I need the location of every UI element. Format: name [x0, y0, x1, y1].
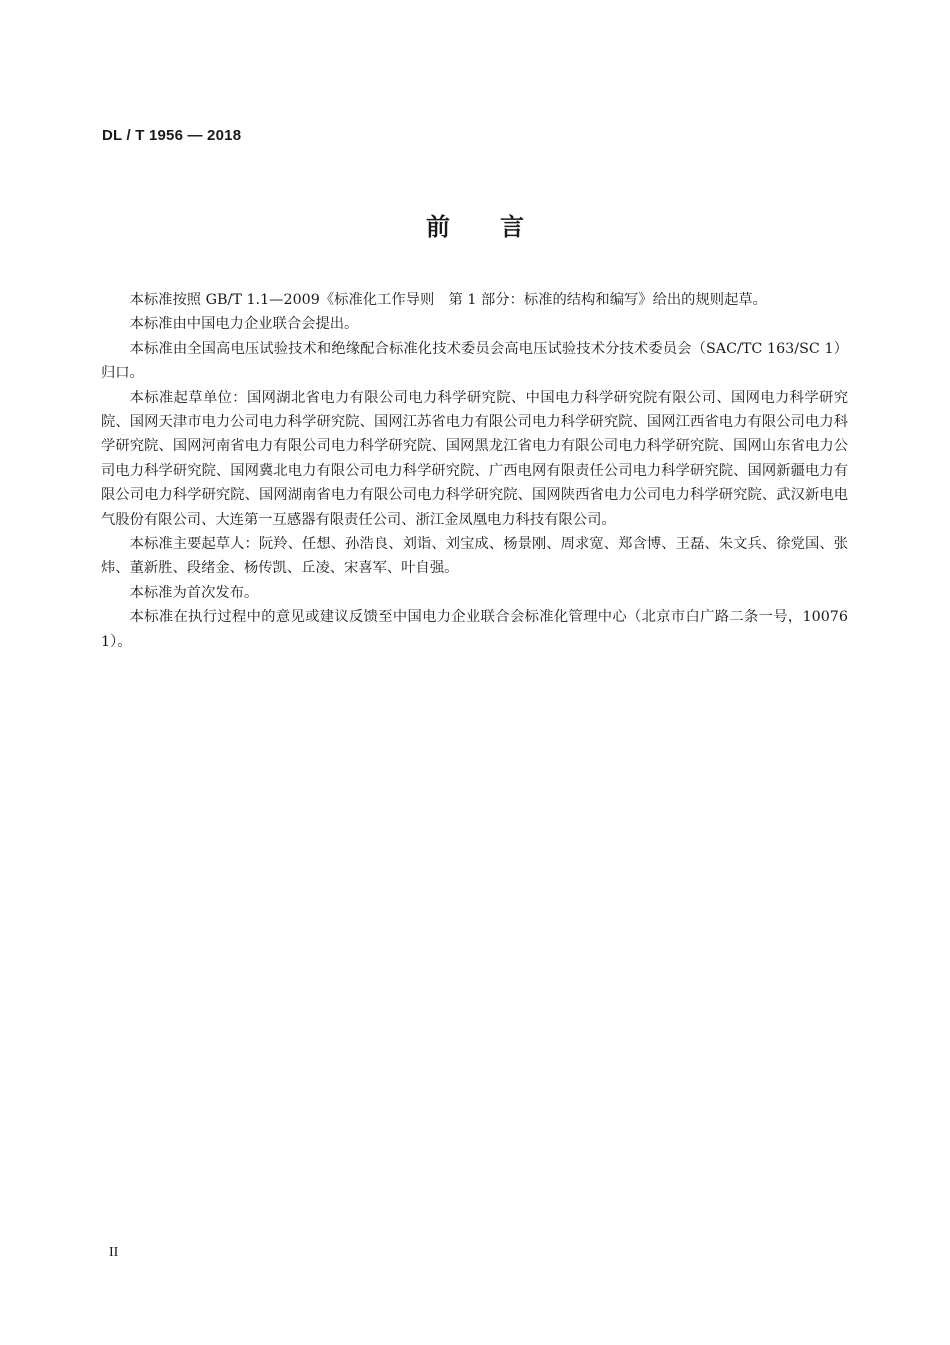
page-number: II: [109, 1245, 119, 1260]
paragraph-proposer: 本标准由中国电力企业联合会提出。: [129, 316, 359, 333]
page-title: 前言: [426, 213, 574, 241]
paragraph-drafting-units: 本标准起草单位：国网湖北省电力有限公司电力科学研究院、中国电力科学研究院有限公司、国网电力科学研究院、国网天津市电力公司电力科学研究院、国网江苏省电力有限公司电力科学研究院、国网江西省电力有限公司电力科学研究院、国网河南省电力有限公司电力科学研究院、国网黑龙江省电力有限公司电力科学研究院、国网山东省电力公司电力科学研究院、国网冀北电力有限公司电力科学研究院、广西电网有限责任公司电力科学研究院、国网新疆电力有限公司电力科学研究院、国网湖南省电力有限公司电力科学研究院、国网陕西省电力公司电力科学研究院、武汉新电电气股份有限公司、大连第一互感器有限责任公司、浙江金凤凰电力科技有限公司。: [101, 389, 848, 528]
standard-number: DL / T 1956 — 2018: [102, 127, 242, 144]
paragraph-drafters: 本标准主要起草人：阮羚、任想、孙浩良、刘诣、刘宝成、杨景刚、周求宽、郑含博、王磊、朱文兵、徐党国、张炜、董新胜、段绪金、杨传凯、丘凌、宋喜军、叶自强。: [101, 536, 848, 577]
paragraph-first-release: 本标准为首次发布。: [129, 584, 259, 601]
paragraph-committee: 本标准由全国高电压试验技术和绝缘配合标准化技术委员会高电压试验技术分技术委员会（SAC/TC 163/SC 1）归口。: [101, 340, 848, 382]
paragraph-drafting-rules: 本标准按照 GB/T 1.1—2009《标准化工作导则 第 1 部分：标准的结构和编写》给出的规则起草。: [129, 292, 767, 308]
foreword-body: [101, 288, 848, 654]
paragraph-feedback: 本标准在执行过程中的意见或建议反馈至中国电力企业联合会标准化管理中心（北京市白广路二条一号，100761）。: [101, 609, 848, 650]
